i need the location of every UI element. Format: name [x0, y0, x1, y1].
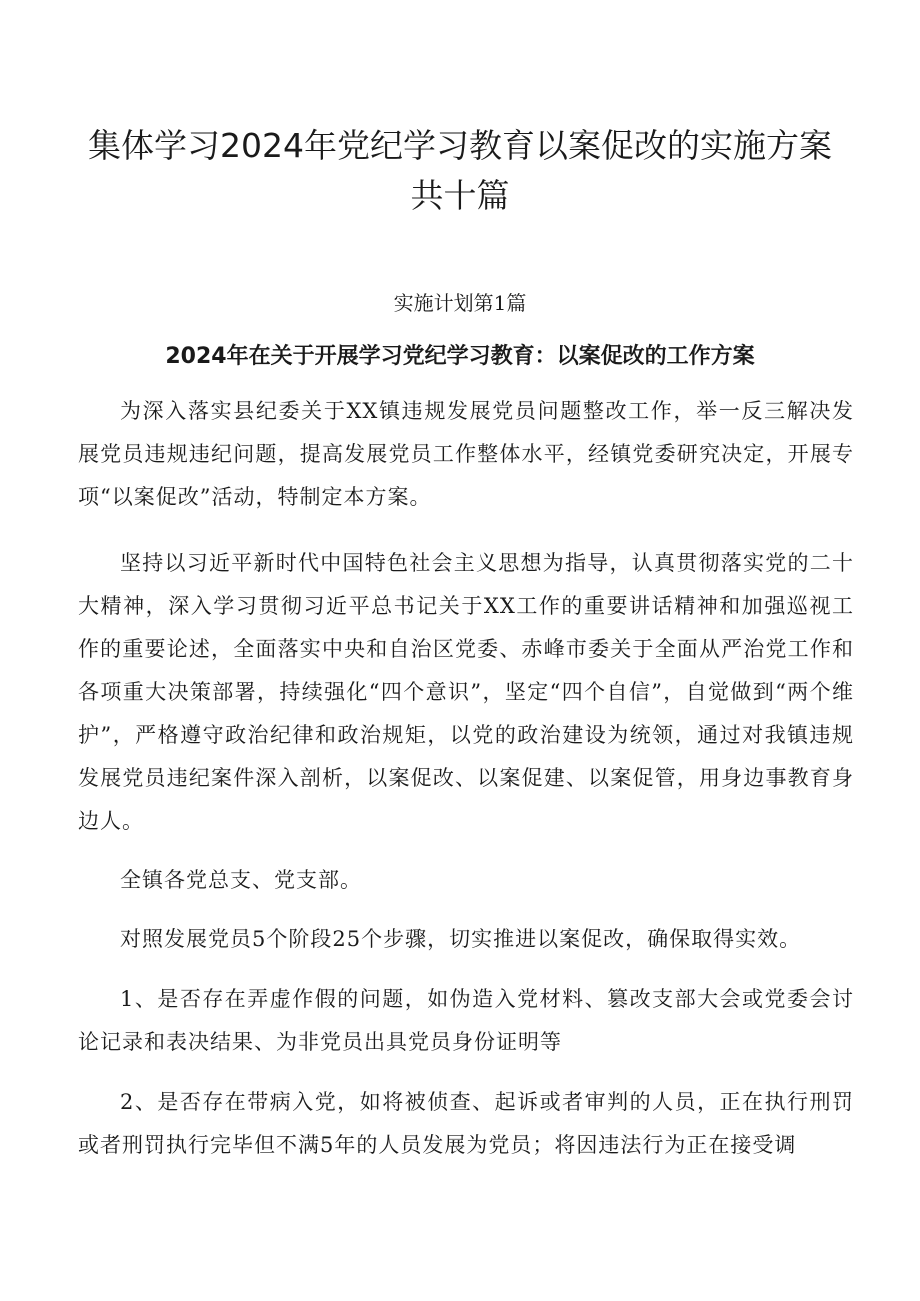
paragraph-steps: 对照发展党员5个阶段25个步骤，切实推进以案促改，确保取得实效。 — [120, 927, 802, 951]
paragraph-scope: 全镇各党总支、党支部。 — [120, 868, 362, 892]
document-title-line-2: 共十篇 — [410, 176, 510, 215]
document-title-line-1: 集体学习2024年党纪学习教育以案促改的实施方案 — [88, 126, 832, 165]
section-heading: 实施计划第1篇 — [393, 291, 527, 315]
paragraph-item-2: 2、是否存在带病入党，如将被侦查、起诉或者审判的人员，正在执行刑罚或者刑罚执行完毕但不满5年的人员发展为党员；将因违法行为正在接受调 — [78, 1090, 854, 1157]
paragraph-guiding-thought: 坚持以习近平新时代中国特色社会主义思想为指导，认真贯彻落实党的二十大精神，深入学习贯彻习近平总书记关于XX工作的重要讲话精神和加强巡视工作的重要论述，全面落实中央和自治区党委、赤峰市委关于全面从严治党工作和各项重大决策部署，持续强化“四个意识”，坚定“四个自信”，自觉做到“两个维护”，严格遵守政治纪律和政治规矩，以党的政治建设为统领，通过对我镇违规发展党员违纪案件深入剖析，以案促改、以案促建、以案促管，用身边事教育身边人。 — [78, 551, 854, 833]
work-plan-subtitle: 2024年在关于开展学习党纪学习教育：以案促改的工作方案 — [165, 344, 755, 369]
paragraph-item-1: 1、是否存在弄虚作假的问题，如伪造入党材料、篡改支部大会或党委会讨论记录和表决结果、为非党员出具党员身份证明等 — [78, 987, 854, 1054]
paragraph-purpose: 为深入落实县纪委关于XX镇违规发展党员问题整改工作，举一反三解决发展党员违规违纪问题，提高发展党员工作整体水平，经镇党委研究决定，开展专项“以案促改”活动，特制定本方案。 — [78, 399, 854, 509]
